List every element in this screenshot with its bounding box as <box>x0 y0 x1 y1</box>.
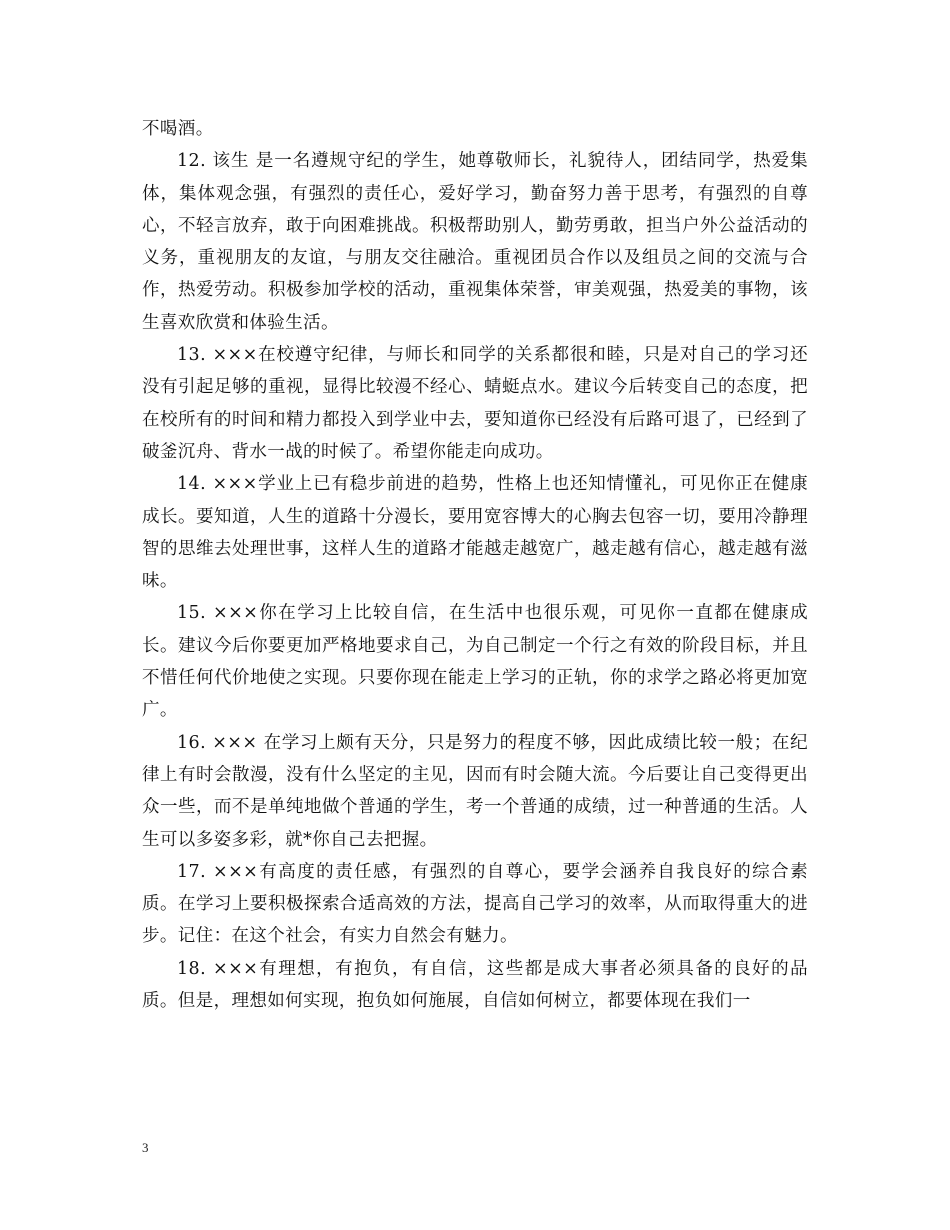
paragraph-continuation: 不喝酒。 <box>142 119 214 139</box>
paragraph-18: 18. ×××有理想，有抱负，有自信，这些都是成大事者必须具备的良好的品质。但是，理想如何实现，抱负如何施展，自信如何树立，都要体现在我们一 <box>142 958 808 1012</box>
paragraph-13: 13. ×××在校遵守纪律，与师长和同学的关系都很和睦，只是对自己的学习还没有引起足够的重视，显得比较漫不经心、蜻蜓点水。建议今后转变自己的态度，把在校所有的时间和精力都投入到学业中去，要知道你已经没有后路可退了，已经到了破釜沉舟、背水一战的时候了。希望你能走向成功。 <box>142 345 808 462</box>
paragraph-12: 12. 该生 是一名遵规守纪的学生，她尊敬师长，礼貌待人，团结同学，热爱集体，集体观念强，有强烈的责任心，爱好学习，勤奋努力善于思考，有强烈的自尊心，不轻言放弃，敢于向困难挑战。积极帮助别人，勤劳勇敢，担当户外公益活动的义务，重视朋友的友谊，与朋友交往融洽。重视团员合作以及组员之间的交流与合作，热爱劳动。积极参加学校的活动，重视集体荣誉，审美观强，热爱美的事物，该生喜欢欣赏和体验生活。 <box>142 151 808 333</box>
paragraph-15: 15. ×××你在学习上比较自信，在生活中也很乐观，可见你一直都在健康成长。建议今后你要更加严格地要求自己，为自己制定一个行之有效的阶段目标，并且不惜任何代价地使之实现。只要你现在能走上学习的正轨，你的求学之路必将更加宽广。 <box>142 603 808 721</box>
page-number: 3 <box>142 1140 149 1155</box>
paragraph-16: 16. ××× 在学习上颇有天分，只是努力的程度不够，因此成绩比较一般；在纪律上有时会散漫，没有什么坚定的主见，因而有时会随大流。今后要让自己变得更出众一些，而不是单纯地做个普通的学生，考一个普通的成绩，过一种普通的生活。人生可以多姿多彩，就*你自己去把握。 <box>142 732 808 850</box>
paragraph-14: 14. ×××学业上已有稳步前进的趋势，性格上也还知情懂礼，可见你正在健康成长。要知道，人生的道路十分漫长，要用宽容博大的心胸去包容一切，要用冷静理智的思维去处理世事，这样人生的道路才能越走越宽广，越走越有信心，越走越有滋味。 <box>142 474 808 592</box>
document-body <box>142 113 808 1017</box>
paragraph-17: 17. ×××有高度的责任感，有强烈的自尊心，要学会涵养自我良好的综合素质。在学习上要积极探索合适高效的方法，提高自己学习的效率，从而取得重大的进步。记住：在这个社会，有实力自然会有魅力。 <box>142 861 808 947</box>
